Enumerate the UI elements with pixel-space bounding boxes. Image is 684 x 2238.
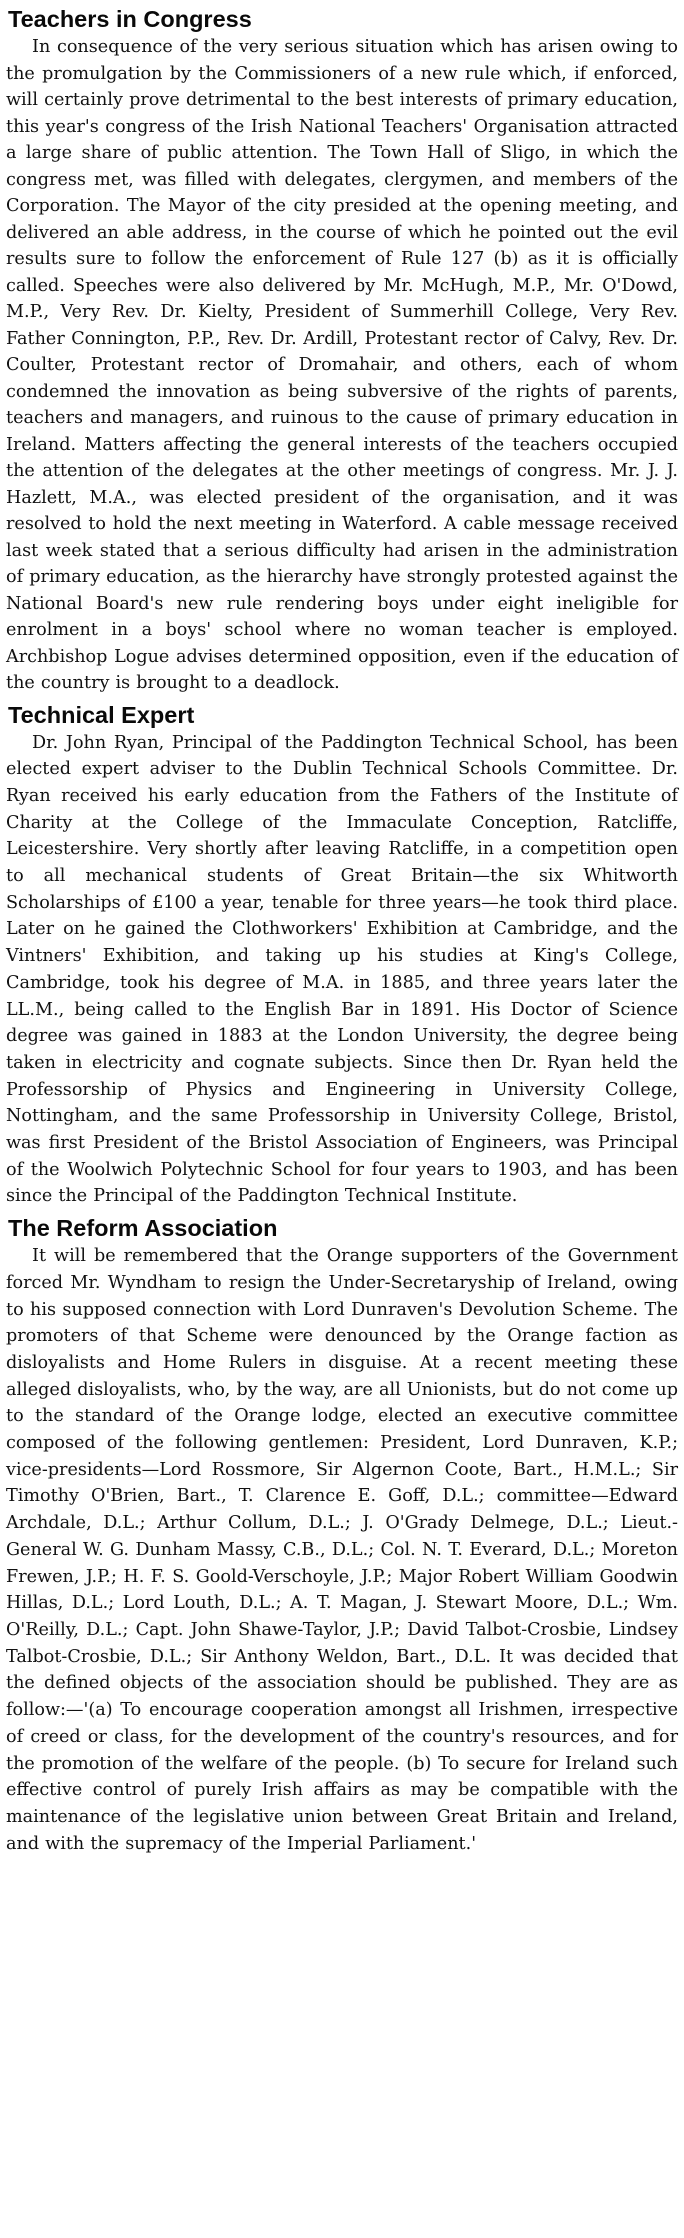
article-body: Dr. John Ryan, Principal of the Paddington Technical School, has been elected expert adviser to the Dublin Technical Schools Committee. Dr. Ryan received his early education from the Fathers of the Institute of Charity at the College of the Immaculate Conception, Ratcliffe, Leicestershire. Very shortly after leaving Ratcliffe, in a competition open to all mechanical students of Great Britain—the six Whitworth Scholarships of £100 a year, tenable for three years—he took third place. Later on he gained the Clothworkers' Exhibition at Cambridge, and the Vintners' Exhibition, and taking up his studies at King's College, Cambridge, took his degree of M.A. in 1885, and three years later the LL.M., being called to the English Bar in 1891. His Doctor of Science degree was gained in 1883 at the London University, the degree being taken in electricity and cognate subjects. Since then Dr. Ryan held the Professorship of Physics and Engineering in University College, Nottingham, and the same Professorship in University College, Bristol, was first President of the Bristol Association of Engineers, was Principal of the Woolwich Polytechnic School for four years to 1903, and has been since the Principal of the Paddington Technical Institute.	[6, 732, 678, 1207]
article-body: It will be remembered that the Orange supporters of the Government forced Mr. Wyndham to resign the Under-Secretaryship of Ireland, owing to his supposed connection with Lord Dunraven's Devolution Scheme. The promoters of that Scheme were denounced by the Orange faction as disloyalists and Home Rulers in disguise. At a recent meeting these alleged disloyalists, who, by the way, are all Unionists, but do not come up to the standard of the Orange lodge, elected an executive committee composed of the following gentlemen: President, Lord Dunraven, K.P.; vice-presidents—Lord Rossmore, Sir Algernon Coote, Bart., H.M.L.; Sir Timothy O'Brien, Bart., T. Clarence E. Goff, D.L.; committee—Edward Archdale, D.L.; Arthur Collum, D.L.; J. O'Grady Delmege, D.L.; Lieut.-General W. G. Dunham Massy, C.B., D.L.; Col. N. T. Everard, D.L.; Moreton Frewen, J.P.; H. F. S. Goold-Verschoyle, J.P.; Major Robert William Goodwin Hillas, D.L.; Lord Louth, D.L.; A. T. Magan, J. Stewart Moore, D.L.; Wm. O'Reilly, D.L.; Capt. John Shawe-Taylor, J.P.; David Talbot-Crosbie, Lindsey Talbot-Crosbie, D.L.; Sir Anthony Weldon, Bart., D.L. It was decided that the defined objects of the association should be published. They are as follow:—'(a) To encourage cooperation amongst all Irishmen, irrespective of creed or class, for the development of the country's resources, and for the promotion of the welfare of the people. (b) To secure for Ireland such effective control of purely Irish affairs as may be compatible with the maintenance of the legislative union between Great Britain and Ireland, and with the supremacy of the Imperial Parliament.'	[6, 1246, 678, 1854]
article-heading: Technical Expert	[8, 701, 195, 728]
article-body: In consequence of the very serious situation which has arisen owing to the promulgation by the Commissioners of a new rule which, if enforced, will certainly prove detrimental to the best interests of primary education, this year's congress of the Irish National Teachers' Organisation attracted a large share of public attention. The Town Hall of Sligo, in which the congress met, was filled with delegates, clergymen, and members of the Corporation. The Mayor of the city presided at the opening meeting, and delivered an able address, in the course of which he pointed out the evil results sure to follow the enforcement of Rule 127 (b) as it is officially called. Speeches were also delivered by Mr. McHugh, M.P., Mr. O'Dowd, M.P., Very Rev. Dr. Kielty, President of Summerhill College, Very Rev. Father Connington, P.P., Rev. Dr. Ardill, Protestant rector of Calvy, Rev. Dr. Coulter, Protestant rector of Dromahair, and others, each of whom condemned the innovation as being subversive of the rights of parents, teachers and managers, and ruinous to the cause of primary education in Ireland. Matters affecting the general interests of the teachers occupied the attention of the delegates at the other meetings of congress. Mr. J. J. Hazlett, M.A., was elected president of the organisation, and it was resolved to hold the next meeting in Waterford. A cable message received last week stated that a serious difficulty had arisen in the administration of primary education, as the hierarchy have strongly protested against the National Board's new rule rendering boys under eight ineligible for enrolment in a boys' school where no woman teacher is employed. Archbishop Logue advises determined opposition, even if the education of the country is brought to a deadlock.	[6, 37, 678, 693]
article-heading: The Reform Association	[8, 1215, 278, 1242]
article-technical-expert	[6, 700, 678, 1211]
article-teachers-in-congress	[6, 4, 678, 697]
article-reform-association	[6, 1213, 678, 1857]
article-heading: Teachers in Congress	[8, 6, 252, 32]
